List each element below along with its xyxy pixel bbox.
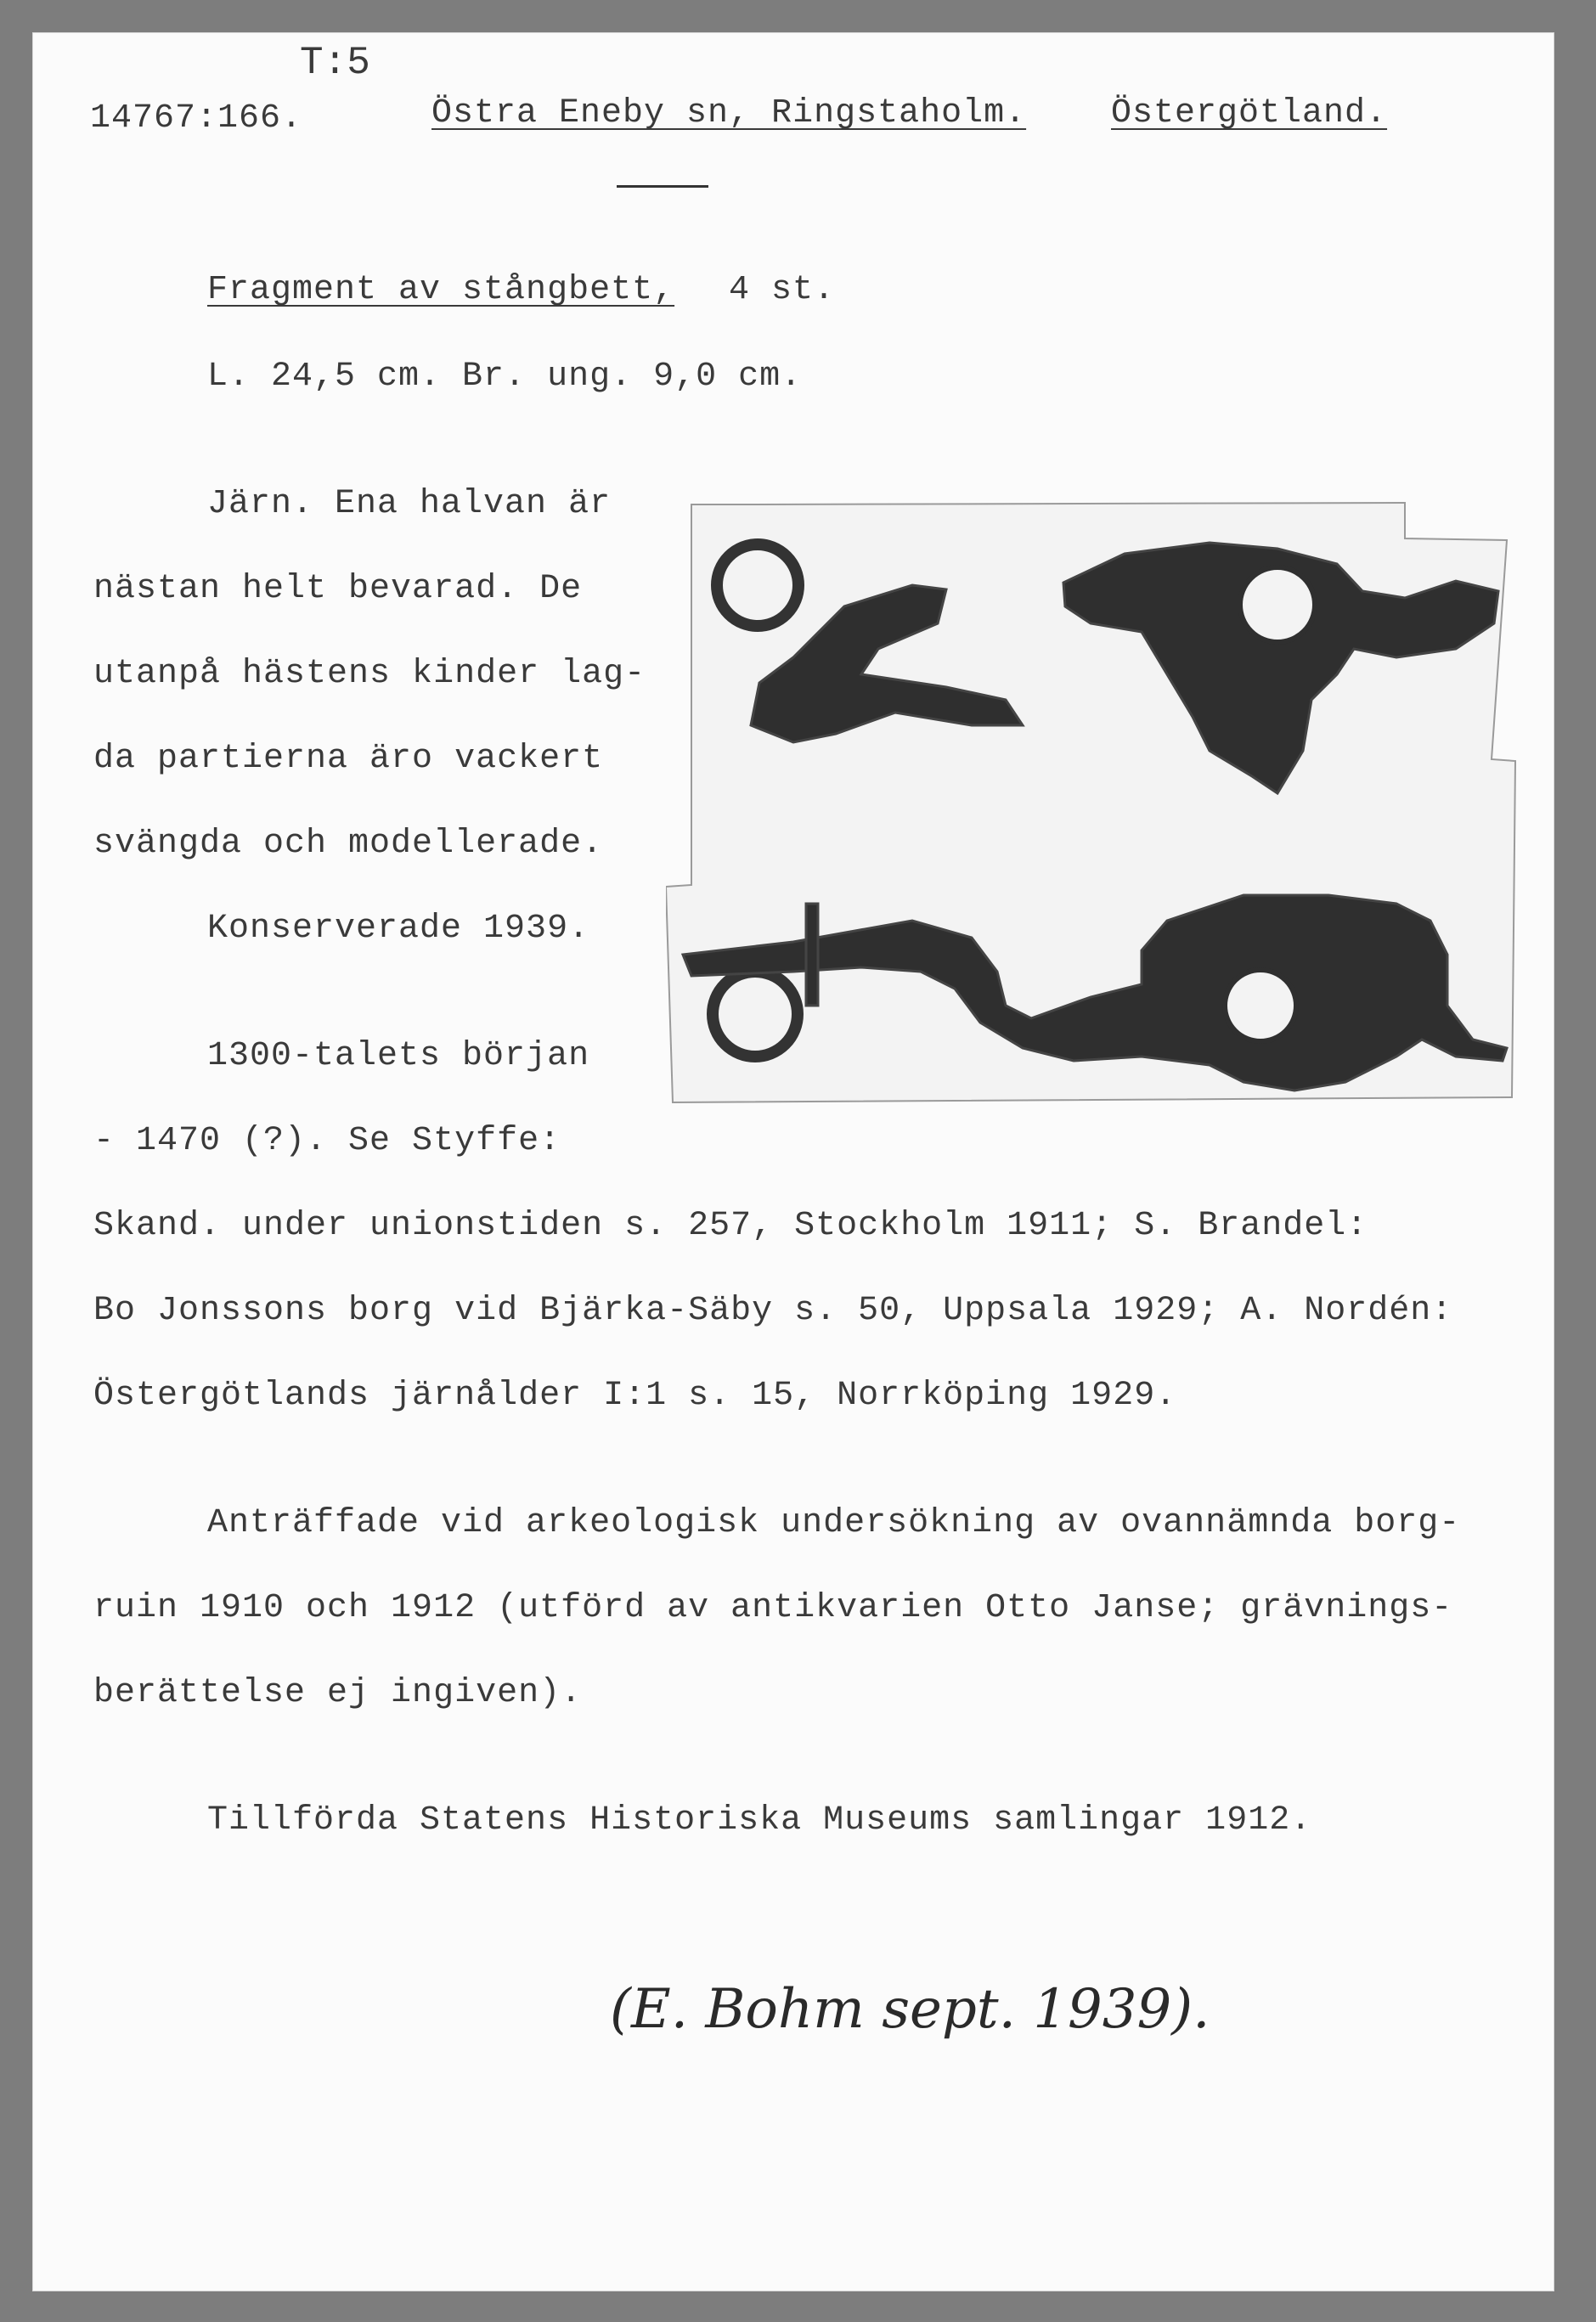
find-line: Anträffade vid arkeologisk undersökning av ovannämnda borg- xyxy=(207,1504,1461,1542)
object-title: Fragment av stångbett, xyxy=(207,271,675,309)
description-line: da partierna äro vackert xyxy=(93,740,604,778)
artifact-photo xyxy=(666,496,1524,1106)
object-dimensions: L. 24,5 cm. Br. ung. 9,0 cm. xyxy=(207,358,803,396)
description-line: svängda och modellerade. xyxy=(93,825,604,863)
catalog-card xyxy=(32,32,1554,2291)
description-line: Konserverade 1939. xyxy=(207,910,590,948)
description-line: - 1470 (?). Se Styffe: xyxy=(93,1122,561,1160)
description-line: nästan helt bevarad. De xyxy=(93,570,583,608)
signature: (E. Bohm sept. 1939). xyxy=(610,1978,1210,2041)
find-place: Östra Eneby sn, Ringstaholm. xyxy=(431,94,1027,132)
object-count: 4 st. xyxy=(729,271,836,309)
description-line: Bo Jonssons borg vid Bjärka-Säby s. 50, Uppsala 1929; A. Nordén: xyxy=(93,1292,1453,1330)
acquisition-note: Tillförda Statens Historiska Museums samlingar 1912. xyxy=(207,1801,1312,1840)
underline-mark xyxy=(617,185,708,188)
province: Östergötland. xyxy=(1111,94,1388,132)
description-line: 1300-talets början xyxy=(207,1037,590,1075)
catalog-number: 14767:166. xyxy=(90,99,303,138)
description-line: Järn. Ena halvan är xyxy=(207,485,612,523)
description-line: Östergötlands järnålder I:1 s. 15, Norrköping 1929. xyxy=(93,1377,1177,1415)
description-line: Skand. under unionstiden s. 257, Stockholm 1911; S. Brandel: xyxy=(93,1207,1368,1245)
description-line: utanpå hästens kinder lag- xyxy=(93,655,646,693)
find-line: berättelse ej ingiven). xyxy=(93,1674,583,1712)
find-line: ruin 1910 och 1912 (utförd av antikvarien Otto Janse; grävnings- xyxy=(93,1589,1453,1627)
stamp-number: T:5 xyxy=(300,41,370,85)
